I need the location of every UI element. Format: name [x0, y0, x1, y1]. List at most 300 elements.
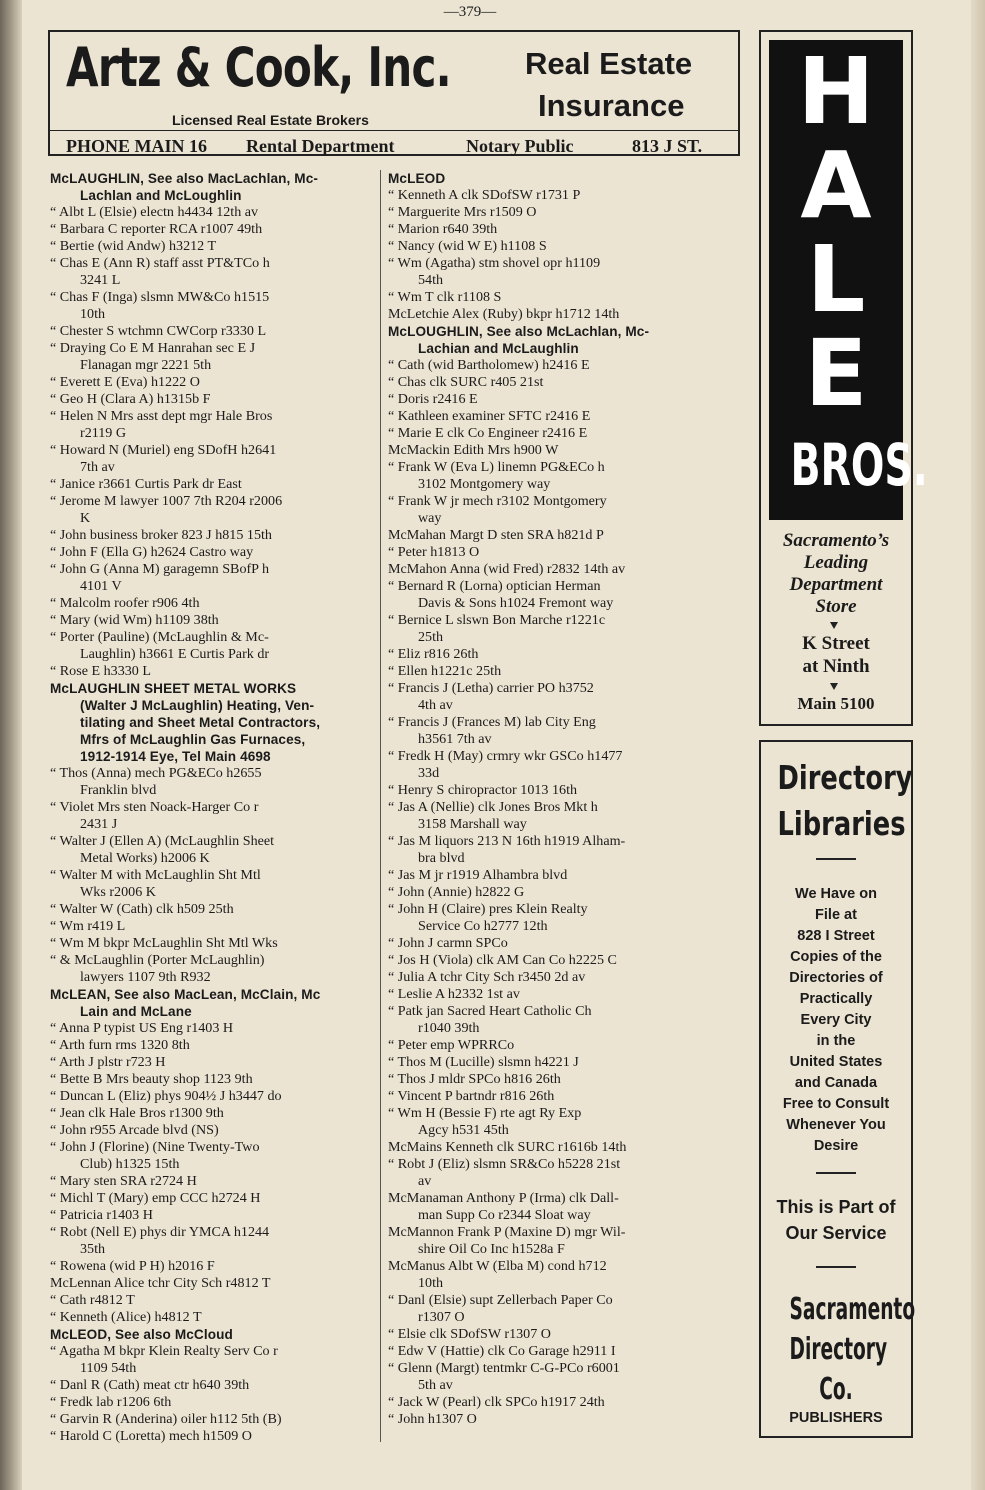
entry-text: “ Helen N Mrs asst dept mgr Hale Bros: [50, 408, 273, 424]
entry-text: “ Cath r4812 T: [50, 1292, 135, 1308]
directory-entry: [388, 357, 746, 374]
entry-continuation: r1040 39th: [418, 1020, 480, 1036]
entry-continuation: Franklin blvd: [80, 782, 157, 798]
entry-continuation: man Supp Co r2344 Sloat way: [418, 1207, 591, 1223]
directory-entry: [388, 374, 746, 391]
entry-text: “ Julia A tchr City Sch r3450 2d av: [388, 969, 586, 985]
directory-entry: [388, 221, 746, 238]
entry-text: “ Albt L (Elsie) electn h4434 12th av: [50, 204, 259, 220]
directory-entry: [388, 1088, 746, 1105]
entry-text: “ Mary sten SRA r2724 H: [50, 1173, 197, 1189]
triangle-marker: [830, 622, 838, 629]
entry-text: “ Kathleen examiner SFTC r2416 E: [388, 408, 591, 424]
part-of-service: This is Part of: [776, 1197, 896, 1217]
entry-text: “ Fredk H (May) crmry wkr GSCo h1477: [388, 748, 623, 764]
entry-text: “ Agatha M bkpr Klein Realty Serv Co r: [50, 1343, 278, 1359]
hale-tagline: Leading: [803, 552, 869, 573]
directory-entry: [388, 238, 746, 255]
entry-text: “ Chas E (Ann R) staff asst PT&TCo h: [50, 255, 270, 271]
entry-text: “ Geo H (Clara A) h1315b F: [50, 391, 211, 407]
entry-text: “ Bette B Mrs beauty shop 1123 9th: [50, 1071, 253, 1087]
directory-heading: [50, 680, 386, 765]
hale-phone: Main 5100: [797, 694, 875, 713]
directory-column-left: [50, 170, 386, 1445]
directory-entry: [388, 646, 746, 663]
entry-continuation: 54th: [418, 272, 444, 288]
directory-entry: [50, 901, 386, 918]
entry-text: “ John (Annie) h2822 G: [388, 884, 525, 900]
libraries-body-line: 828 I Street: [797, 928, 875, 944]
entry-text: “ Malcolm roofer r906 4th: [50, 595, 200, 611]
libraries-body-line: and Canada: [794, 1075, 878, 1091]
directory-entry: [50, 833, 386, 867]
libraries-body-line: Free to Consult: [782, 1096, 890, 1112]
directory-column-right: [388, 170, 746, 1428]
entry-continuation: Service Co h2777 12th: [418, 918, 548, 934]
hale-street: K Street: [802, 633, 870, 654]
directory-entry: [50, 1139, 386, 1173]
directory-entry: [50, 799, 386, 833]
artz-cook-advertisement: [48, 30, 740, 156]
entry-text: McLOUGHLIN, See also McLachlan, Mc-: [388, 324, 650, 339]
entry-continuation: Wks r2006 K: [80, 884, 156, 900]
directory-entry: [50, 493, 386, 527]
entry-text: “ Marie E clk Co Engineer r2416 E: [388, 425, 588, 441]
directory-entry: [388, 748, 746, 782]
entry-continuation: Davis & Sons h1024 Fremont way: [418, 595, 614, 611]
entry-text: “ Jack W (Pearl) clk SPCo h1917 24th: [388, 1394, 605, 1410]
entry-continuation: K: [80, 510, 91, 526]
entry-text: McManaman Anthony P (Irma) clk Dall-: [388, 1190, 619, 1206]
entry-text: “ Jean clk Hale Bros r1300 9th: [50, 1105, 224, 1121]
entry-text: “ Doris r2416 E: [388, 391, 478, 407]
directory-entry: [50, 1292, 386, 1309]
directory-entry: [50, 1054, 386, 1071]
page-edge: [971, 0, 985, 1490]
directory-entry: [50, 663, 386, 680]
directory-entry: [388, 544, 746, 561]
entry-continuation: 3241 L: [80, 272, 121, 288]
directory-entry: [388, 391, 746, 408]
directory-entry: [388, 680, 746, 714]
directory-entry: [50, 255, 386, 289]
hale-street: at Ninth: [802, 656, 870, 677]
entry-text: “ Kenneth (Alice) h4812 T: [50, 1309, 202, 1325]
directory-entry: [50, 1020, 386, 1037]
entry-text: “ Jos H (Viola) clk AM Can Co h2225 C: [388, 952, 617, 968]
entry-continuation: Mfrs of McLaughlin Gas Furnaces,: [80, 732, 306, 747]
libraries-body-line: in the: [816, 1033, 856, 1049]
directory-entry: [388, 408, 746, 425]
entry-text: “ John J carmn SPCo: [388, 935, 508, 951]
directory-entry: [388, 1105, 746, 1139]
entry-text: “ John H (Claire) pres Klein Realty: [388, 901, 588, 917]
entry-text: “ Garvin R (Anderina) oiler h112 5th (B): [50, 1411, 282, 1427]
entry-continuation: Lain and McLane: [80, 1004, 192, 1019]
publishers-label: PUBLISHERS: [789, 1410, 883, 1426]
libraries-body-line: Practically: [799, 991, 873, 1007]
page-number: —379—: [443, 4, 497, 20]
entry-text: “ John G (Anna M) garagemn SBofP h: [50, 561, 270, 577]
hale-tagline: Sacramento’s: [782, 530, 890, 551]
hale-letter: A: [800, 132, 872, 239]
entry-text: “ Frank W (Eva L) linemn PG&ECo h: [388, 459, 605, 475]
directory-entry: [50, 1105, 386, 1122]
ad-insurance: Insurance: [538, 88, 685, 123]
directory-entry: [388, 663, 746, 680]
entry-text: “ Duncan L (Eliz) phys 904½ J h3447 do: [50, 1088, 282, 1104]
entry-text: “ Draying Co E M Hanrahan sec E J: [50, 340, 256, 356]
entry-text: “ Marguerite Mrs r1509 O: [388, 204, 537, 220]
directory-entry: [50, 561, 386, 595]
entry-text: “ Chas clk SURC r405 21st: [388, 374, 544, 390]
hale-bros-advertisement: [759, 30, 928, 726]
entry-continuation: r1307 O: [418, 1309, 465, 1325]
libraries-body-line: We Have on: [795, 886, 877, 902]
entry-text: “ Arth J plstr r723 H: [50, 1054, 166, 1070]
directory-entry: [50, 918, 386, 935]
entry-continuation: 10th: [80, 306, 106, 322]
directory-entry: [388, 1326, 746, 1343]
entry-continuation: 25th: [418, 629, 444, 645]
directory-entry: [388, 1071, 746, 1088]
hale-tagline: Department: [789, 574, 883, 595]
directory-entry: [50, 374, 386, 391]
ad-rental: Rental Department: [246, 136, 395, 156]
directory-entry: [50, 612, 386, 629]
entry-text: “ Jas A (Nellie) clk Jones Bros Mkt h: [388, 799, 598, 815]
entry-text: “ Walter J (Ellen A) (McLaughlin Sheet: [50, 833, 275, 849]
entry-continuation: Lachlan and McLoughlin: [80, 188, 242, 203]
entry-text: McMains Kenneth clk SURC r1616b 14th: [388, 1139, 627, 1155]
directory-entry: [50, 442, 386, 476]
entry-text: “ Patk jan Sacred Heart Catholic Ch: [388, 1003, 592, 1019]
directory-entry: [388, 204, 746, 221]
entry-text: “ Henry S chiropractor 1013 16th: [388, 782, 578, 798]
entry-text: “ Edw V (Hattie) clk Co Garage h2911 I: [388, 1343, 616, 1359]
entry-continuation: Lachian and McLaughlin: [418, 341, 579, 356]
entry-text: “ Wm M bkpr McLaughlin Sht Mtl Wks: [50, 935, 278, 951]
part-of-service: Our Service: [785, 1223, 887, 1243]
entry-text: “ Thos J mldr SPCo h816 26th: [388, 1071, 561, 1087]
entry-continuation: 10th: [418, 1275, 444, 1291]
directory-entry: [388, 1139, 746, 1156]
entry-text: “ Eliz r816 26th: [388, 646, 479, 662]
entry-text: “ Howard N (Muriel) eng SDofH h2641: [50, 442, 277, 458]
entry-text: “ Glenn (Margt) tentmkr C-G-PCo r6001: [388, 1360, 620, 1376]
directory-entry: [388, 493, 746, 527]
entry-text: “ Walter M with McLaughlin Sht Mtl: [50, 867, 261, 883]
directory-entry: [388, 442, 746, 459]
entry-text: “ Porter (Pauline) (McLaughlin & Mc-: [50, 629, 269, 645]
entry-text: “ Barbara C reporter RCA r1007 49th: [50, 221, 263, 237]
libraries-title: Libraries: [777, 804, 906, 843]
directory-entry: [50, 1428, 386, 1445]
directory-entry: [50, 289, 386, 323]
entry-continuation: 5th av: [418, 1377, 453, 1393]
directory-entry: [50, 1071, 386, 1088]
directory-entry: [388, 935, 746, 952]
libraries-body-line: Copies of the: [790, 949, 882, 965]
directory-entry: [388, 425, 746, 442]
entry-text: “ Bernard R (Lorna) optician Herman: [388, 578, 601, 594]
entry-text: McLetchie Alex (Ruby) bkpr h1712 14th: [388, 306, 620, 322]
entry-text: “ Harold C (Loretta) mech h1509 O: [50, 1428, 252, 1444]
directory-entry: [388, 833, 746, 867]
short-rule: [816, 1172, 856, 1174]
entry-continuation: 4101 V: [80, 578, 122, 594]
directory-entry: [388, 1394, 746, 1411]
entry-text: “ Wm r419 L: [50, 918, 126, 934]
directory-entry: [388, 1224, 746, 1258]
entry-continuation: tilating and Sheet Metal Contractors,: [80, 715, 321, 730]
directory-heading: [50, 986, 386, 1020]
ad-license-line: Licensed Real Estate Brokers: [172, 112, 369, 128]
ad-company-name: Artz & Cook, Inc.: [66, 36, 451, 99]
entry-text: “ Leslie A h2332 1st av: [388, 986, 520, 1002]
directory-entry: [50, 391, 386, 408]
libraries-body-line: United States: [789, 1054, 883, 1070]
entry-text: “ Marion r640 39th: [388, 221, 498, 237]
directory-entry: [388, 561, 746, 578]
book-binding-shadow: [0, 0, 22, 1490]
directory-entry: [50, 323, 386, 340]
entry-text: “ John r955 Arcade blvd (NS): [50, 1122, 219, 1138]
directory-entry: [50, 1088, 386, 1105]
ad-phone: PHONE MAIN 16: [66, 136, 207, 156]
directory-entry: [388, 1156, 746, 1190]
entry-text: “ Peter h1813 O: [388, 544, 480, 560]
directory-entry: [388, 1054, 746, 1071]
directory-entry: [388, 459, 746, 493]
entry-text: “ John h1307 O: [388, 1411, 477, 1427]
directory-entry: [50, 1394, 386, 1411]
directory-entry: [50, 221, 386, 238]
entry-text: McLAUGHLIN, See also MacLachlan, Mc-: [50, 171, 318, 186]
triangle-marker: [830, 683, 838, 690]
entry-text: McMahon Anna (wid Fred) r2832 14th av: [388, 561, 626, 577]
entry-continuation: Laughlin) h3661 E Curtis Park dr: [80, 646, 270, 662]
entry-text: “ John business broker 823 J h815 15th: [50, 527, 272, 543]
entry-continuation: bra blvd: [418, 850, 465, 866]
entry-text: “ Ellen h1221c 25th: [388, 663, 502, 679]
directory-entry: [388, 1343, 746, 1360]
entry-text: “ Vincent P bartndr r816 26th: [388, 1088, 555, 1104]
directory-heading: [388, 323, 746, 357]
entry-text: “ Peter emp WPRRCo: [388, 1037, 515, 1053]
directory-entry: [388, 1003, 746, 1037]
directory-entry: [388, 986, 746, 1003]
directory-entry: [388, 187, 746, 204]
entry-text: “ Kenneth A clk SDofSW r1731 P: [388, 187, 581, 203]
entry-text: “ Francis J (Frances M) lab City Eng: [388, 714, 596, 730]
libraries-body-line: Desire: [813, 1138, 859, 1154]
directory-entry: [50, 1258, 386, 1275]
entry-text: “ Wm H (Bessie F) rte agt Ry Exp: [388, 1105, 582, 1121]
entry-text: “ Fredk lab r1206 6th: [50, 1394, 172, 1410]
entry-text: McLAUGHLIN SHEET METAL WORKS: [50, 681, 297, 696]
entry-continuation: av: [418, 1173, 432, 1189]
directory-heading: [50, 1326, 386, 1343]
directory-entry: [50, 629, 386, 663]
entry-text: McLEOD: [388, 171, 446, 186]
entry-text: “ Wm (Agatha) stm shovel opr h1109: [388, 255, 601, 271]
column-divider: [380, 170, 381, 1442]
directory-entry: [50, 204, 386, 221]
hale-logo-block: [769, 38, 928, 520]
entry-text: McLennan Alice tchr City Sch r4812 T: [50, 1275, 271, 1291]
entry-continuation: 3158 Marshall way: [418, 816, 527, 832]
directory-entry: [388, 782, 746, 799]
entry-text: “ Rowena (wid P H) h2016 F: [50, 1258, 215, 1274]
entry-continuation: Metal Works) h2006 K: [80, 850, 210, 866]
directory-entry: [50, 867, 386, 901]
directory-entry: [50, 1411, 386, 1428]
directory-entry: [388, 612, 746, 646]
directory-entry: [388, 1037, 746, 1054]
directory-entry: [388, 867, 746, 884]
entry-text: “ Robt (Nell E) phys dir YMCA h1244: [50, 1224, 270, 1240]
libraries-body-line: Directories of: [789, 970, 883, 986]
directory-entry: [388, 1258, 746, 1292]
entry-continuation: r2119 G: [80, 425, 127, 441]
entry-text: “ Danl R (Cath) meat ctr h640 39th: [50, 1377, 250, 1393]
directory-entry: [50, 952, 386, 986]
entry-text: “ Thos M (Lucille) slsmn h4221 J: [388, 1054, 579, 1070]
entry-continuation: Club) h1325 15th: [80, 1156, 180, 1172]
directory-entry: [388, 527, 746, 544]
hale-letter: E: [804, 320, 868, 427]
entry-text: “ Bernice L slswn Bon Marche r1221c: [388, 612, 606, 628]
directory-entry: [50, 238, 386, 255]
entry-text: “ Rose E h3330 L: [50, 663, 151, 679]
entry-continuation: 33d: [418, 765, 440, 781]
directory-entry: [50, 1190, 386, 1207]
entry-text: “ Chas F (Inga) slsmn MW&Co h1515: [50, 289, 270, 305]
directory-entry: [388, 799, 746, 833]
libraries-body-line: Whenever You: [786, 1117, 886, 1133]
directory-entry: [50, 1275, 386, 1292]
entry-text: “ John F (Ella G) h2624 Castro way: [50, 544, 254, 560]
directory-entry: [50, 544, 386, 561]
directory-entry: [388, 952, 746, 969]
publisher-name: Co.: [819, 1372, 853, 1407]
libraries-body-line: Every City: [800, 1012, 872, 1028]
entry-continuation: way: [418, 510, 442, 526]
directory-libraries-advertisement: [759, 740, 916, 1438]
directory-entry: [50, 527, 386, 544]
directory-entry: [50, 1207, 386, 1224]
directory-entry: [50, 340, 386, 374]
entry-text: “ Everett E (Eva) h1222 O: [50, 374, 200, 390]
entry-text: “ Frank W jr mech r3102 Montgomery: [388, 493, 607, 509]
hale-tagline: Store: [815, 596, 857, 617]
entry-text: McMahan Margt D sten SRA h821d P: [388, 527, 604, 543]
directory-entry: [50, 935, 386, 952]
entry-text: “ Chester S wtchmn CWCorp r3330 L: [50, 323, 267, 339]
entry-text: McLEOD, See also McCloud: [50, 1327, 233, 1342]
directory-entry: [50, 1173, 386, 1190]
entry-continuation: 1109 54th: [80, 1360, 137, 1376]
directory-entry: [388, 1411, 746, 1428]
entry-continuation: 2431 J: [80, 816, 118, 832]
directory-entry: [50, 1309, 386, 1326]
directory-entry: [388, 714, 746, 748]
entry-text: “ Bertie (wid Andw) h3212 T: [50, 238, 217, 254]
directory-entry: [388, 1360, 746, 1394]
hale-letter: H: [797, 38, 875, 145]
entry-continuation: 35th: [80, 1241, 106, 1257]
entry-text: McMannon Frank P (Maxine D) mgr Wil-: [388, 1224, 626, 1240]
entry-text: “ Cath (wid Bartholomew) h2416 E: [388, 357, 590, 373]
entry-text: “ Anna P typist US Eng r1403 H: [50, 1020, 234, 1036]
directory-entry: [388, 578, 746, 612]
entry-text: “ Janice r3661 Curtis Park dr East: [50, 476, 242, 492]
libraries-body-line: File at: [815, 907, 857, 923]
directory-entry: [50, 1122, 386, 1139]
directory-entry: [388, 884, 746, 901]
entry-continuation: 1912-1914 Eye, Tel Main 4698: [80, 749, 271, 764]
entry-text: “ Robt J (Eliz) slsmn SR&Co h5228 21st: [388, 1156, 621, 1172]
directory-entry: [388, 901, 746, 935]
entry-text: “ Nancy (wid W E) h1108 S: [388, 238, 547, 254]
entry-text: “ Patricia r1403 H: [50, 1207, 153, 1223]
ad-address: 813 J ST.: [632, 136, 703, 156]
entry-text: “ Wm T clk r1108 S: [388, 289, 502, 305]
directory-entry: [388, 1190, 746, 1224]
ad-notary: Notary Public: [466, 136, 574, 156]
entry-text: McMackin Edith Mrs h900 W: [388, 442, 559, 458]
entry-text: “ Jas M liquors 213 N 16th h1919 Alham-: [388, 833, 626, 849]
directory-entry: [50, 1037, 386, 1054]
entry-continuation: lawyers 1107 9th R932: [80, 969, 211, 985]
entry-text: “ Danl (Elsie) supt Zellerbach Paper Co: [388, 1292, 613, 1308]
entry-text: “ Elsie clk SDofSW r1307 O: [388, 1326, 551, 1342]
directory-entry: [388, 306, 746, 323]
entry-text: “ Jerome M lawyer 1007 7th R204 r2006: [50, 493, 283, 509]
libraries-title: Directory: [777, 758, 913, 797]
entry-text: “ Francis J (Letha) carrier PO h3752: [388, 680, 594, 696]
ad-real-estate: Real Estate: [525, 46, 693, 81]
entry-text: “ Arth furn rms 1320 8th: [50, 1037, 190, 1053]
directory-heading: [50, 170, 386, 204]
short-rule: [816, 1266, 856, 1268]
directory-entry: [50, 1224, 386, 1258]
directory-heading: [388, 170, 746, 187]
entry-continuation: shire Oil Co Inc h1528a F: [418, 1241, 565, 1257]
entry-text: “ Walter W (Cath) clk h509 25th: [50, 901, 234, 917]
entry-text: “ Jas M jr r1919 Alhambra blvd: [388, 867, 568, 883]
hale-letter: L: [806, 226, 866, 333]
directory-entry: [388, 1292, 746, 1326]
entry-text: “ Michl T (Mary) emp CCC h2724 H: [50, 1190, 261, 1206]
directory-entry: [50, 408, 386, 442]
short-rule: [816, 858, 856, 860]
directory-entry: [50, 595, 386, 612]
entry-continuation: 7th av: [80, 459, 115, 475]
directory-entry: [388, 289, 746, 306]
entry-text: “ Thos (Anna) mech PG&ECo h2655: [50, 765, 262, 781]
entry-text: “ Mary (wid Wm) h1109 38th: [50, 612, 219, 628]
directory-entry: [50, 476, 386, 493]
hale-bros-word: BROS.: [790, 431, 928, 499]
directory-entry: [50, 1377, 386, 1394]
entry-text: McLEAN, See also MacLean, McClain, Mc: [50, 987, 321, 1002]
directory-entry: [50, 1343, 386, 1377]
entry-text: “ & McLaughlin (Porter McLaughlin): [50, 952, 265, 968]
directory-entry: [388, 255, 746, 289]
entry-continuation: Flanagan mgr 2221 5th: [80, 357, 212, 373]
